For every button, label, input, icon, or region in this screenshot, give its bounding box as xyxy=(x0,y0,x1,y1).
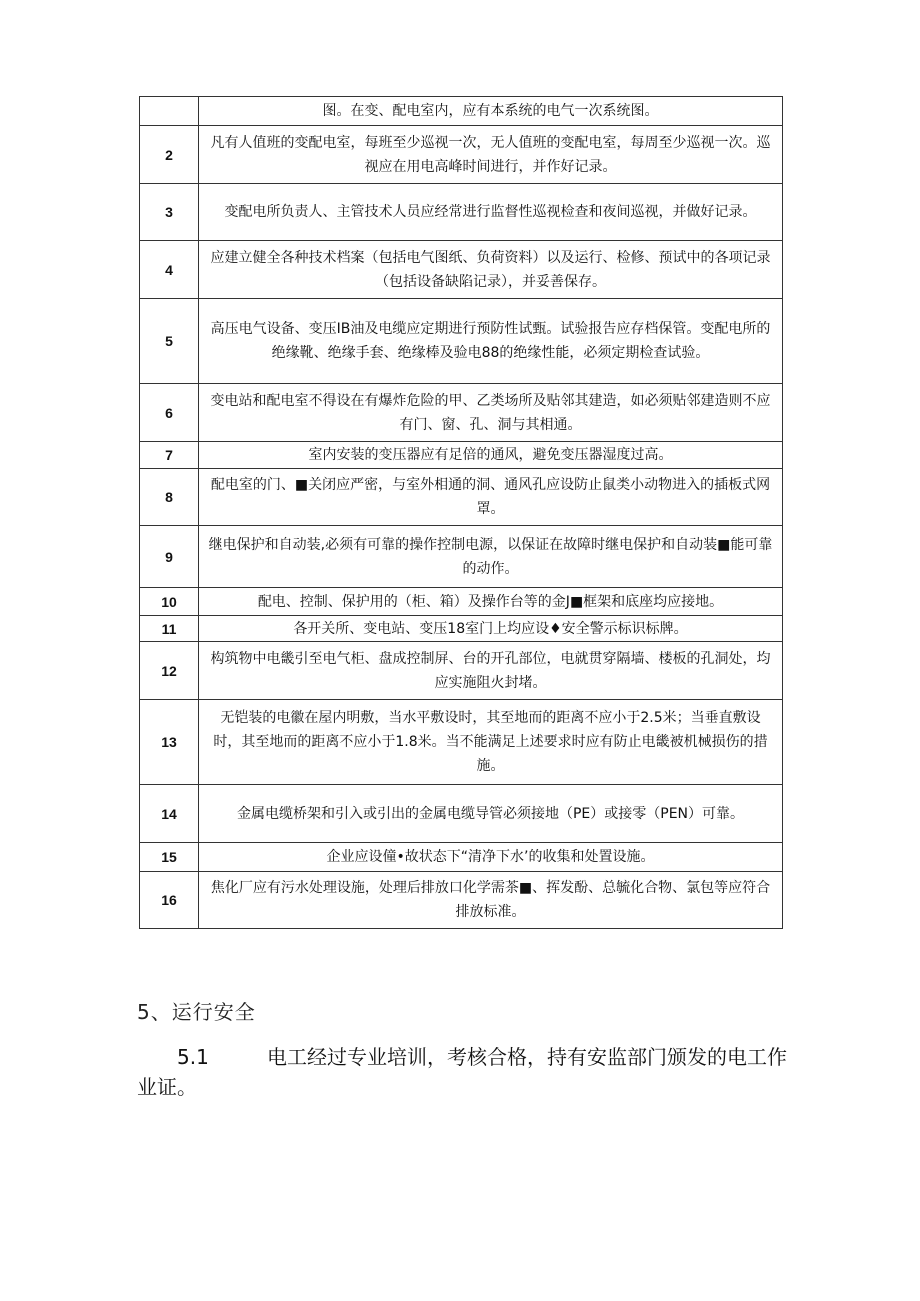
row-number: 2 xyxy=(140,126,199,184)
clause-text: 电工经过专业培训，考核合格，持有安监部门颁发的电工作业证。 xyxy=(137,1045,787,1099)
section-title: 5、运行安全 xyxy=(137,1000,256,1024)
table-row xyxy=(140,241,783,299)
row-text: 金属电缆桥架和引入或引出的金属电缆导管必须接地（PE）或接零（PEN）可靠。 xyxy=(199,785,783,843)
row-number: 5 xyxy=(140,299,199,384)
row-text: 变电站和配电室不得设在有爆炸危险的甲、乙类场所及贴邻其建造，如必须贴邻建造则不应有门、窗、孔、洞与其相通。 xyxy=(199,384,783,442)
table-row xyxy=(140,469,783,526)
table-row xyxy=(140,442,783,469)
row-text: 应建立健全各种技术档案（包括电气图纸、负荷资料）以及运行、检修、预试中的各项记录（包括设备缺陷记录），并妥善保存。 xyxy=(199,241,783,299)
row-text: 无铠装的电徽在屋内明敷，当水平敷设时，其至地而的距离不应小于2.5米；当垂直敷设时，其至地而的距离不应小于1.8米。当不能满足上述要求时应有防止电畿被机械损伤的措施。 xyxy=(199,700,783,785)
row-number: 3 xyxy=(140,184,199,241)
table-row xyxy=(140,700,783,785)
table-row xyxy=(140,384,783,442)
row-number: 15 xyxy=(140,843,199,872)
row-text: 高压电气设备、变压IB油及电缆应定期进行预防性试甄。试验报告应存档保管。变配电所的绝缘靴、绝缘手套、绝缘棒及验电88的绝缘性能，必须定期检查试验。 xyxy=(199,299,783,384)
table-row xyxy=(140,184,783,241)
row-number: 4 xyxy=(140,241,199,299)
table-row xyxy=(140,97,783,126)
requirements-table xyxy=(139,96,783,929)
table-row xyxy=(140,843,783,872)
table-row xyxy=(140,785,783,843)
row-text: 配电、控制、保护用的（柜、箱）及操作台等的金J■框架和底座均应接地。 xyxy=(199,588,783,616)
row-text: 企业应设僮•故状态下“清净下水’的收集和处置设施。 xyxy=(199,843,783,872)
table-row xyxy=(140,526,783,588)
row-text: 室内安装的变压器应有足倍的通风，避免变压器湿度过高。 xyxy=(199,442,783,469)
row-number: 8 xyxy=(140,469,199,526)
row-number: 7 xyxy=(140,442,199,469)
row-number: 16 xyxy=(140,872,199,929)
table-row xyxy=(140,588,783,616)
row-text: 配电室的门、■关闭应严密，与室外相通的洞、通风孔应设防止鼠类小动物进入的插板式网罩。 xyxy=(199,469,783,526)
row-number: 12 xyxy=(140,642,199,700)
row-text: 变配电所负责人、主管技术人员应经常进行监督性巡视检查和夜间巡视，并做好记录。 xyxy=(199,184,783,241)
table-row xyxy=(140,126,783,184)
row-number: 9 xyxy=(140,526,199,588)
clause-number: 5.1 xyxy=(177,1045,209,1069)
row-text: 凡有人值班的变配电室，每班至少巡视一次，无人值班的变配电室，每周至少巡视一次。巡视应在用电高峰时间进行，并作好记录。 xyxy=(199,126,783,184)
row-text: 图。在变、配电室内，应有本系统的电气一次系统图。 xyxy=(199,97,783,126)
row-number: 13 xyxy=(140,700,199,785)
clause-paragraph xyxy=(137,1042,787,1102)
table-row xyxy=(140,872,783,929)
row-number: 6 xyxy=(140,384,199,442)
row-number xyxy=(140,97,199,126)
row-text: 构筑物中电畿引至电气柜、盘成控制屏、台的开孔部位，电就贯穿隔墙、楼板的孔洞处，均应实施阻火封堵。 xyxy=(199,642,783,700)
row-number: 11 xyxy=(140,616,199,642)
row-text: 各开关所、变电站、变压18室门上均应设♦安全警示标识标牌。 xyxy=(199,616,783,642)
row-number: 14 xyxy=(140,785,199,843)
table-row xyxy=(140,616,783,642)
row-number: 10 xyxy=(140,588,199,616)
table-row xyxy=(140,642,783,700)
row-text: 焦化厂应有污水处理设施，处理后排放口化学需茶■、挥发酚、总毓化合物、氯包等应符合排放标准。 xyxy=(199,872,783,929)
table-row xyxy=(140,299,783,384)
row-text: 继电保护和自动装,必须有可靠的操作控制电源，以保证在故障时继电保护和自动装■能可靠的动作。 xyxy=(199,526,783,588)
